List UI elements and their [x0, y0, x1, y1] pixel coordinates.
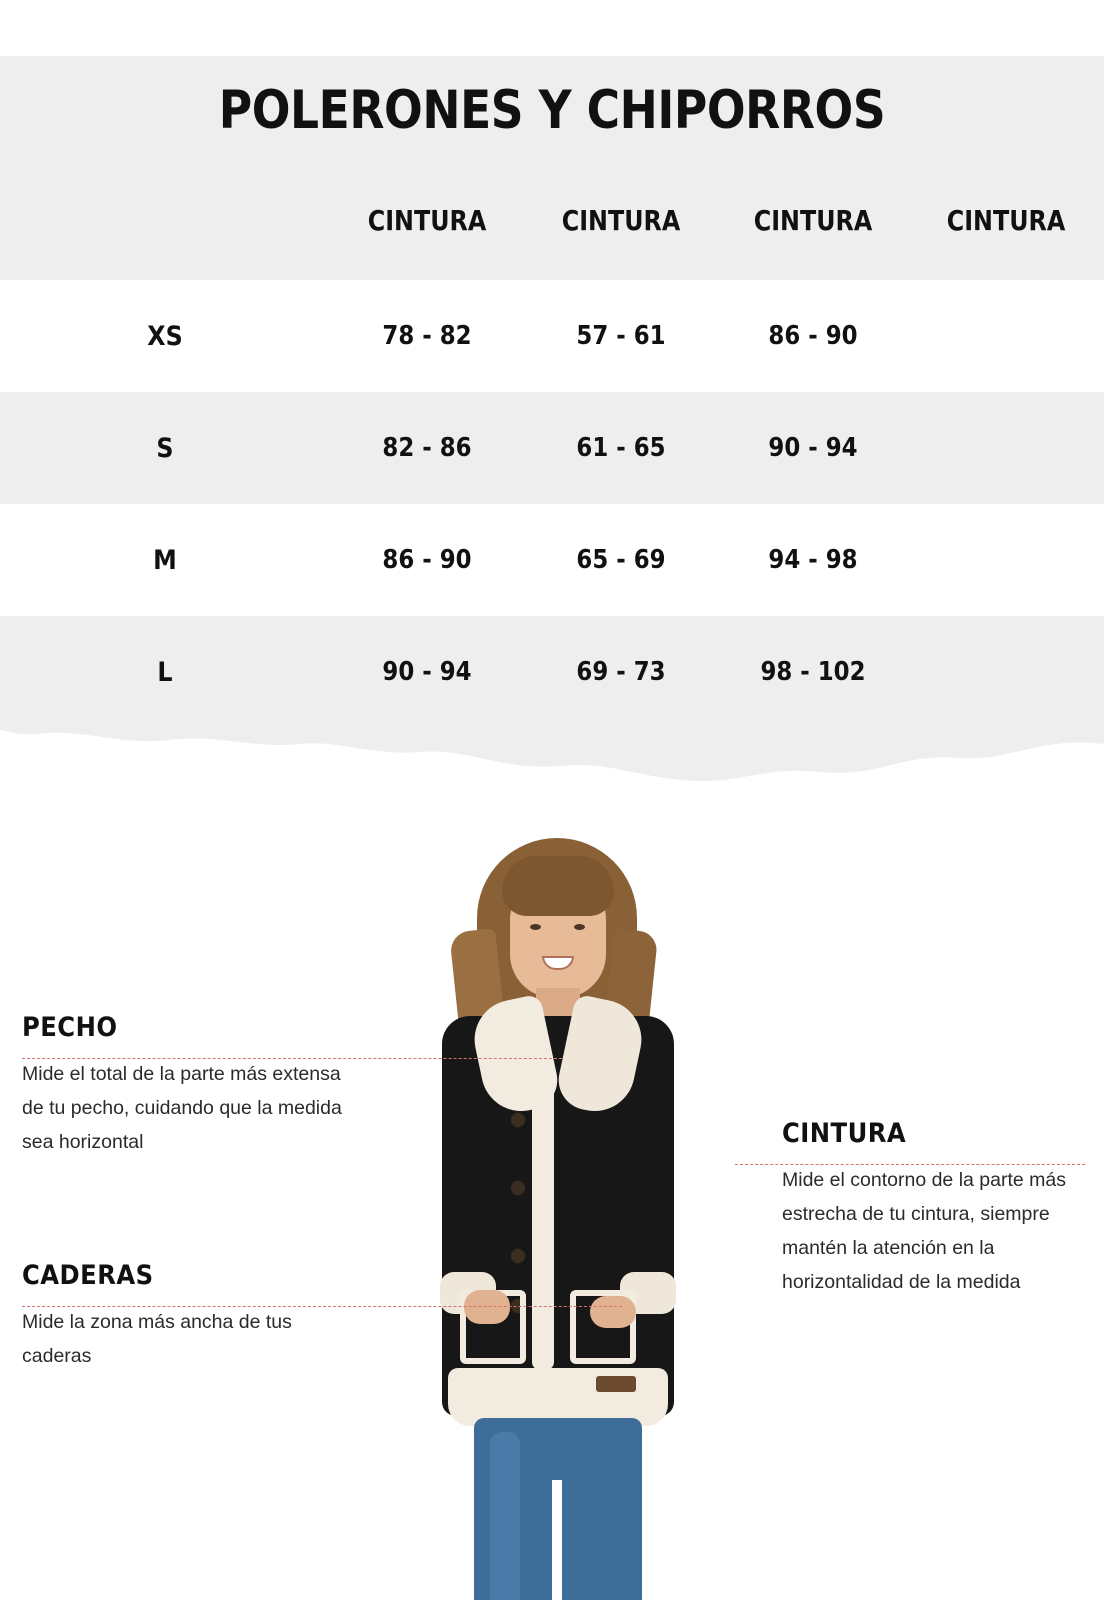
- eye-left: [530, 924, 541, 930]
- annotation-caderas-title: CADERAS: [22, 1260, 154, 1291]
- table-header-row: [0, 204, 1104, 237]
- table-header-cell-2: CINTURA: [561, 204, 681, 237]
- cell-value: 57 - 61: [576, 321, 666, 351]
- cell-value: 98 - 102: [760, 657, 866, 687]
- cell-value: 82 - 86: [382, 433, 472, 463]
- table-header-cell-4: CINTURA: [946, 204, 1066, 237]
- eye-right: [574, 924, 585, 930]
- model-illustration: [382, 820, 732, 1600]
- table-row: [0, 392, 1104, 504]
- cell-value: 86 - 90: [768, 321, 858, 351]
- cell-value: 69 - 73: [576, 657, 666, 687]
- jeans-gap: [552, 1480, 562, 1600]
- model-photo-section: [0, 800, 1104, 1600]
- cell-size: XS: [147, 320, 183, 352]
- table-row: [0, 616, 1104, 728]
- cell-value: 94 - 98: [768, 545, 858, 575]
- annotation-caderas: [22, 1260, 322, 1373]
- table-header-cell-3: CINTURA: [753, 204, 873, 237]
- cell-value: 86 - 90: [382, 545, 472, 575]
- hand-left: [464, 1290, 510, 1324]
- coat-button: [510, 1180, 526, 1196]
- coat-placket: [532, 1070, 554, 1370]
- table-row: [0, 504, 1104, 616]
- cell-value: 90 - 94: [382, 657, 472, 687]
- cell-value: 65 - 69: [576, 545, 666, 575]
- brand-tag: [596, 1376, 636, 1392]
- cell-value: 61 - 65: [576, 433, 666, 463]
- annotation-cintura-title: CINTURA: [782, 1118, 907, 1149]
- annotation-pecho-title: PECHO: [22, 1012, 118, 1043]
- cell-value: 78 - 82: [382, 321, 472, 351]
- cell-size: L: [157, 656, 173, 688]
- jeans-highlight: [490, 1432, 520, 1600]
- annotation-cintura: [782, 1118, 1082, 1300]
- cell-size: M: [153, 544, 177, 576]
- fringe: [502, 856, 614, 916]
- annotation-pecho-text: Mide el total de la parte más extensa de tu pecho, cuidando que la medida sea horizontal: [22, 1063, 342, 1154]
- coat-button: [510, 1248, 526, 1264]
- table-header-cell-1: CINTURA: [367, 204, 487, 237]
- cell-size: S: [156, 432, 174, 464]
- page-title: POLERONES Y CHIPORROS: [218, 80, 886, 141]
- cell-value: 90 - 94: [768, 433, 858, 463]
- hand-right: [590, 1296, 636, 1328]
- coat-button: [510, 1112, 526, 1128]
- size-table-section: [0, 0, 1104, 740]
- table-row: [0, 280, 1104, 392]
- annotation-pecho: [22, 1012, 352, 1159]
- annotation-caderas-text: Mide la zona más ancha de tus caderas: [22, 1311, 292, 1368]
- annotation-cintura-text: Mide el contorno de la parte más estrecha de tu cintura, siempre mantén la atención en la horizontalidad de la medida: [782, 1169, 1066, 1294]
